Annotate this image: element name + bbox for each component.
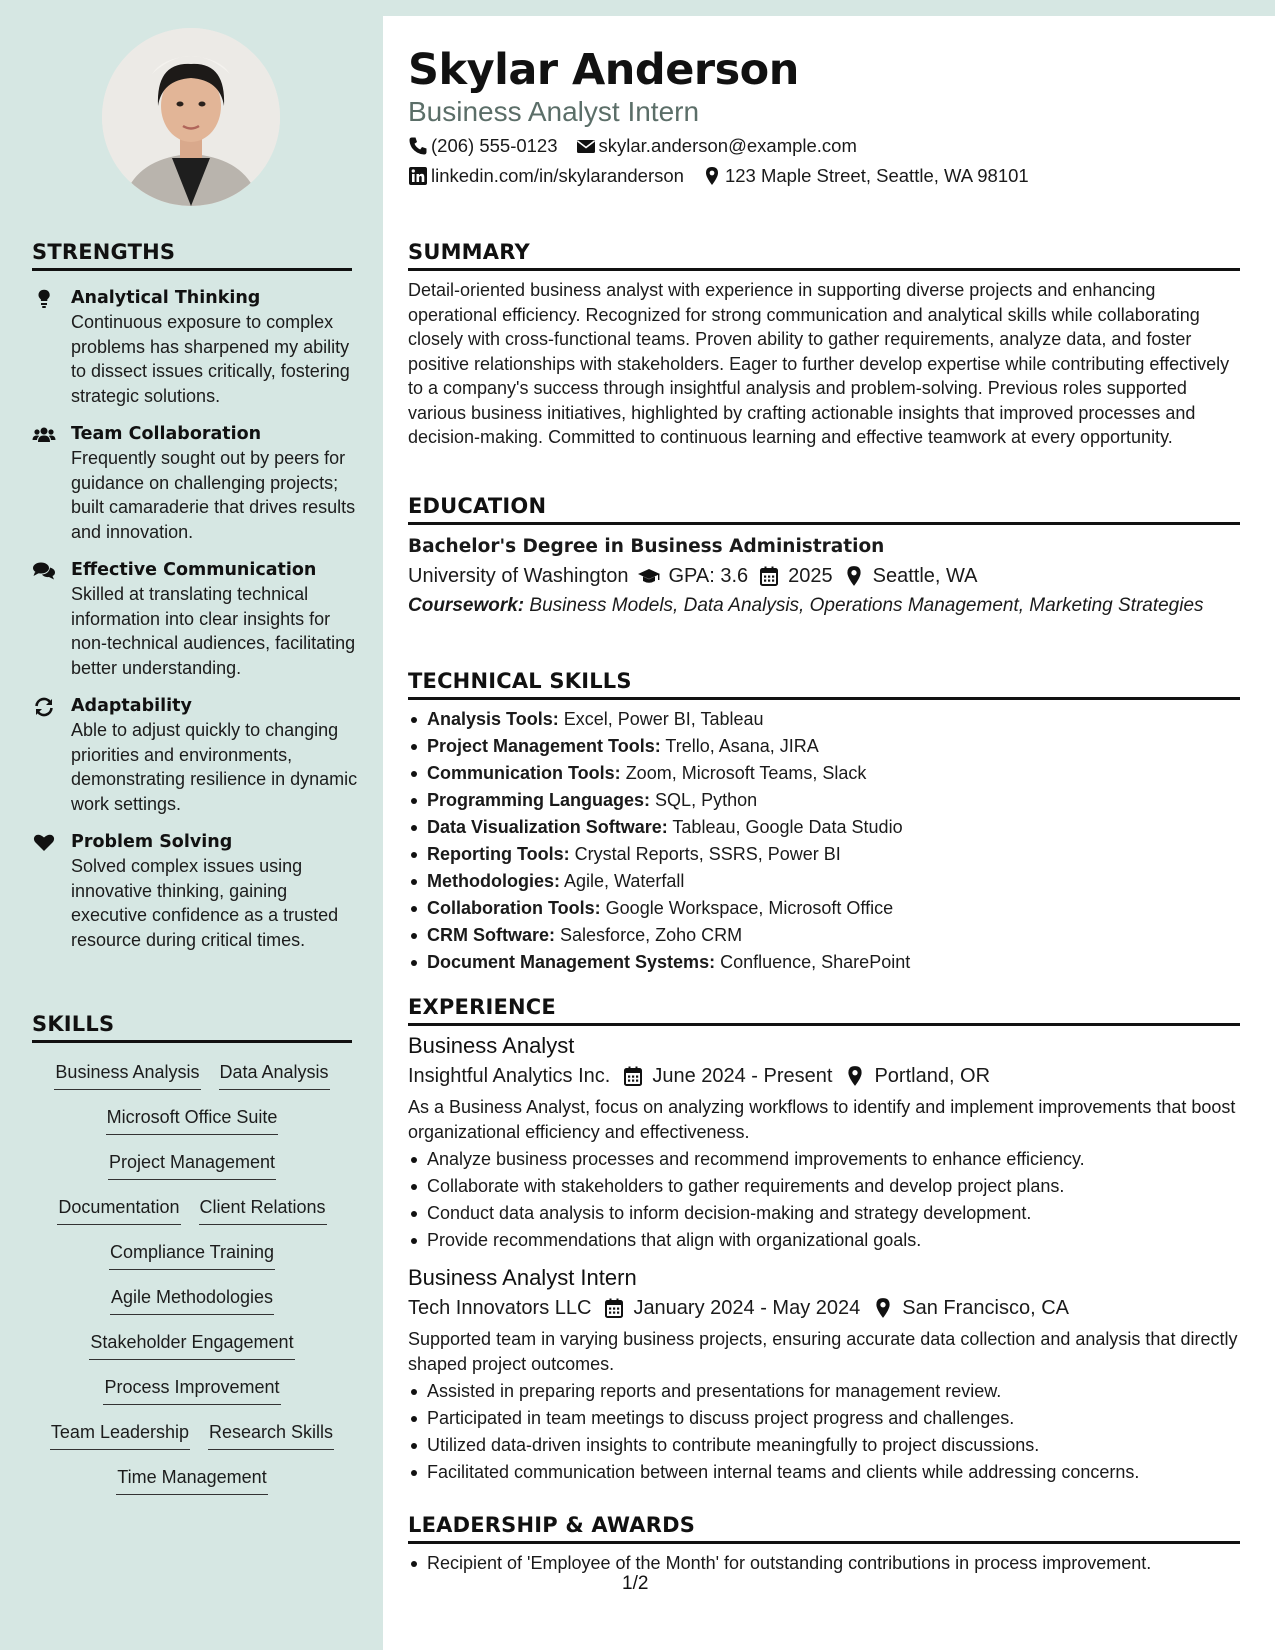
- technical-skills-list: [408, 706, 1240, 976]
- list-item: Facilitated communication between internal teams and clients while addressing concerns.: [408, 1459, 1240, 1486]
- strength-title: Analytical Thinking: [71, 288, 261, 308]
- linkedin-icon: [408, 166, 428, 186]
- contact-line-2: [408, 164, 1029, 188]
- strength-description: Able to adjust quickly to changing priorities and environments, demonstrating resilience in dynamic work settings.: [71, 720, 358, 814]
- lightbulb-icon: [32, 289, 56, 309]
- list-item: Document Management Systems: Confluence, SharePoint: [408, 949, 1240, 976]
- job-description: Supported team in varying business projects, ensuring accurate data collection and analysis that directly shaped project outcomes.: [408, 1329, 1238, 1374]
- job-title: Business Analyst Intern: [408, 1265, 637, 1290]
- leadership-list: [408, 1550, 1240, 1577]
- technical-skills-section: [408, 669, 1240, 976]
- job-location: Portland, OR: [874, 1065, 991, 1087]
- skill-tag: Data Analysis: [219, 1060, 330, 1090]
- strength-description: Continuous exposure to complex problems has sharpened my ability to dissect issues critically, fostering strategic solutions.: [71, 312, 350, 406]
- summary-heading: SUMMARY: [408, 240, 1240, 271]
- calendar-icon: [758, 565, 780, 587]
- phone-icon: [408, 136, 428, 156]
- job-title: Business Analyst: [408, 1033, 575, 1058]
- list-item: Analysis Tools: Excel, Power BI, Tableau: [408, 706, 1240, 733]
- candidate-name: Skylar Anderson: [408, 45, 799, 95]
- candidate-role: Business Analyst Intern: [408, 96, 700, 127]
- leadership-section: [408, 1513, 1240, 1577]
- graduation-year: 2025: [788, 565, 833, 587]
- job-location: San Francisco, CA: [902, 1297, 1069, 1319]
- strength-title: Problem Solving: [71, 832, 233, 852]
- education-heading: EDUCATION: [408, 494, 1240, 525]
- list-item: Collaboration Tools: Google Workspace, Microsoft Office: [408, 895, 1240, 922]
- strength-item: [32, 422, 362, 544]
- skill-tag: Microsoft Office Suite: [106, 1105, 279, 1135]
- phone-text: (206) 555-0123: [431, 135, 558, 156]
- skill-tag: Compliance Training: [109, 1240, 275, 1270]
- strength-item: [32, 286, 362, 408]
- education-meta: [408, 561, 1240, 591]
- skill-tag: Stakeholder Engagement: [89, 1330, 294, 1360]
- skills-heading: SKILLS: [32, 1012, 352, 1043]
- skill-tag: Process Improvement: [103, 1375, 280, 1405]
- list-item: Conduct data analysis to inform decision-making and strategy development.: [408, 1200, 1240, 1227]
- sync-icon: [32, 697, 56, 717]
- list-item: Programming Languages: SQL, Python: [408, 787, 1240, 814]
- map-pin-icon: [844, 1065, 866, 1087]
- contact-line-1: [408, 134, 857, 158]
- education-location: Seattle, WA: [872, 565, 978, 587]
- map-pin-icon: [702, 166, 722, 186]
- degree: Bachelor's Degree in Business Administration: [408, 536, 885, 557]
- comments-icon: [32, 561, 56, 581]
- list-item: Reporting Tools: Crystal Reports, SSRS, Power BI: [408, 841, 1240, 868]
- heart-icon: [32, 833, 56, 853]
- company-name: Tech Innovators LLC: [408, 1297, 592, 1319]
- job-dates: January 2024 - May 2024: [633, 1297, 861, 1319]
- summary-text: Detail-oriented business analyst with experience in supporting diverse projects and enhancing operational efficiency. Recognized for strong communication and analytical skills while collaborating closely with cross-functional teams. Proven ability to gather requirements, analyze data, and foster positive relationships with stakeholders. Eager to further develop expertise while contributing effectively to a company's success through insightful analysis and problem-solving. Previous roles supported various business initiatives, highlighted by crafting actionable insights that improved processes and decision-making. Committed to continuous learning and effective teamwork at every opportunity.: [408, 280, 1230, 447]
- strength-description: Skilled at translating technical information into clear insights for non-technical audiences, facilitating better understanding.: [71, 584, 356, 678]
- list-item: Collaborate with stakeholders to gather requirements and develop project plans.: [408, 1173, 1240, 1200]
- skill-tag: Client Relations: [199, 1195, 327, 1225]
- skill-tag: Research Skills: [208, 1420, 334, 1450]
- calendar-icon: [603, 1297, 625, 1319]
- skill-tag: Project Management: [108, 1150, 276, 1180]
- strengths-heading: STRENGTHS: [32, 240, 352, 271]
- gpa-text: GPA: 3.6: [668, 565, 749, 587]
- profile-photo: [102, 28, 280, 206]
- page-number: 1/2: [622, 1573, 649, 1594]
- list-item: Project Management Tools: Trello, Asana, JIRA: [408, 733, 1240, 760]
- skill-tag: Agile Methodologies: [110, 1285, 274, 1315]
- email-text: skylar.anderson@example.com: [598, 135, 857, 156]
- job-meta: [408, 1293, 1240, 1323]
- users-icon: [32, 425, 56, 445]
- job-entry: [408, 1263, 1240, 1486]
- skill-tag: Documentation: [57, 1195, 180, 1225]
- strengths-list: [32, 286, 362, 966]
- job-bullets: [408, 1378, 1240, 1486]
- school-name: University of Washington: [408, 565, 629, 587]
- sidebar: [0, 0, 383, 1650]
- strength-title: Adaptability: [71, 696, 192, 716]
- linkedin-text: linkedin.com/in/skylaranderson: [431, 165, 684, 186]
- experience-section: [408, 995, 1240, 1486]
- profile-photo-illustration: [102, 28, 280, 206]
- experience-heading: EXPERIENCE: [408, 995, 1240, 1026]
- list-item: Analyze business processes and recommend improvements to enhance efficiency.: [408, 1146, 1240, 1173]
- strength-item: [32, 694, 362, 816]
- job-dates: June 2024 - Present: [652, 1065, 833, 1087]
- job-meta: [408, 1061, 1240, 1091]
- coursework-text: Business Models, Data Analysis, Operations Management, Marketing Strategies: [529, 595, 1204, 616]
- map-pin-icon: [843, 565, 865, 587]
- skill-tag: Business Analysis: [54, 1060, 200, 1090]
- strength-title: Team Collaboration: [71, 424, 262, 444]
- list-item: Recipient of 'Employee of the Month' for outstanding contributions in process improvement.: [408, 1550, 1240, 1577]
- list-item: Data Visualization Software: Tableau, Google Data Studio: [408, 814, 1240, 841]
- list-item: Utilized data-driven insights to contribute meaningfully to project discussions.: [408, 1432, 1240, 1459]
- list-item: Communication Tools: Zoom, Microsoft Teams, Slack: [408, 760, 1240, 787]
- strength-title: Effective Communication: [71, 560, 317, 580]
- education-section: [408, 494, 1240, 619]
- coursework: [408, 594, 1240, 619]
- coursework-label: Coursework:: [408, 595, 525, 616]
- summary-section: [408, 240, 1240, 450]
- list-item: Methodologies: Agile, Waterfall: [408, 868, 1240, 895]
- company-name: Insightful Analytics Inc.: [408, 1065, 611, 1087]
- technical-skills-heading: TECHNICAL SKILLS: [408, 669, 1240, 700]
- map-pin-icon: [872, 1297, 894, 1319]
- job-bullets: [408, 1146, 1240, 1254]
- job-entry: [408, 1031, 1240, 1254]
- list-item: Provide recommendations that align with organizational goals.: [408, 1227, 1240, 1254]
- skill-tag: Team Leadership: [50, 1420, 190, 1450]
- list-item: Participated in team meetings to discuss project progress and challenges.: [408, 1405, 1240, 1432]
- skills-list: [32, 1060, 352, 1510]
- calendar-icon: [622, 1065, 644, 1087]
- strength-description: Frequently sought out by peers for guidance on challenging projects; built camaraderie that drives results and innovation.: [71, 448, 356, 542]
- strength-description: Solved complex issues using innovative thinking, gaining executive confidence as a trusted resource during critical times.: [71, 856, 339, 950]
- job-description: As a Business Analyst, focus on analyzing workflows to identify and implement improvements that boost organizational efficiency and effectiveness.: [408, 1097, 1236, 1142]
- graduation-cap-icon: [638, 565, 660, 587]
- leadership-heading: LEADERSHIP & AWARDS: [408, 1513, 1240, 1544]
- strength-item: [32, 558, 362, 680]
- skill-tag: Time Management: [116, 1465, 267, 1495]
- list-item: Assisted in preparing reports and presentations for management review.: [408, 1378, 1240, 1405]
- list-item: CRM Software: Salesforce, Zoho CRM: [408, 922, 1240, 949]
- envelope-icon: [576, 136, 596, 156]
- strength-item: [32, 830, 362, 952]
- address-text: 123 Maple Street, Seattle, WA 98101: [724, 165, 1029, 186]
